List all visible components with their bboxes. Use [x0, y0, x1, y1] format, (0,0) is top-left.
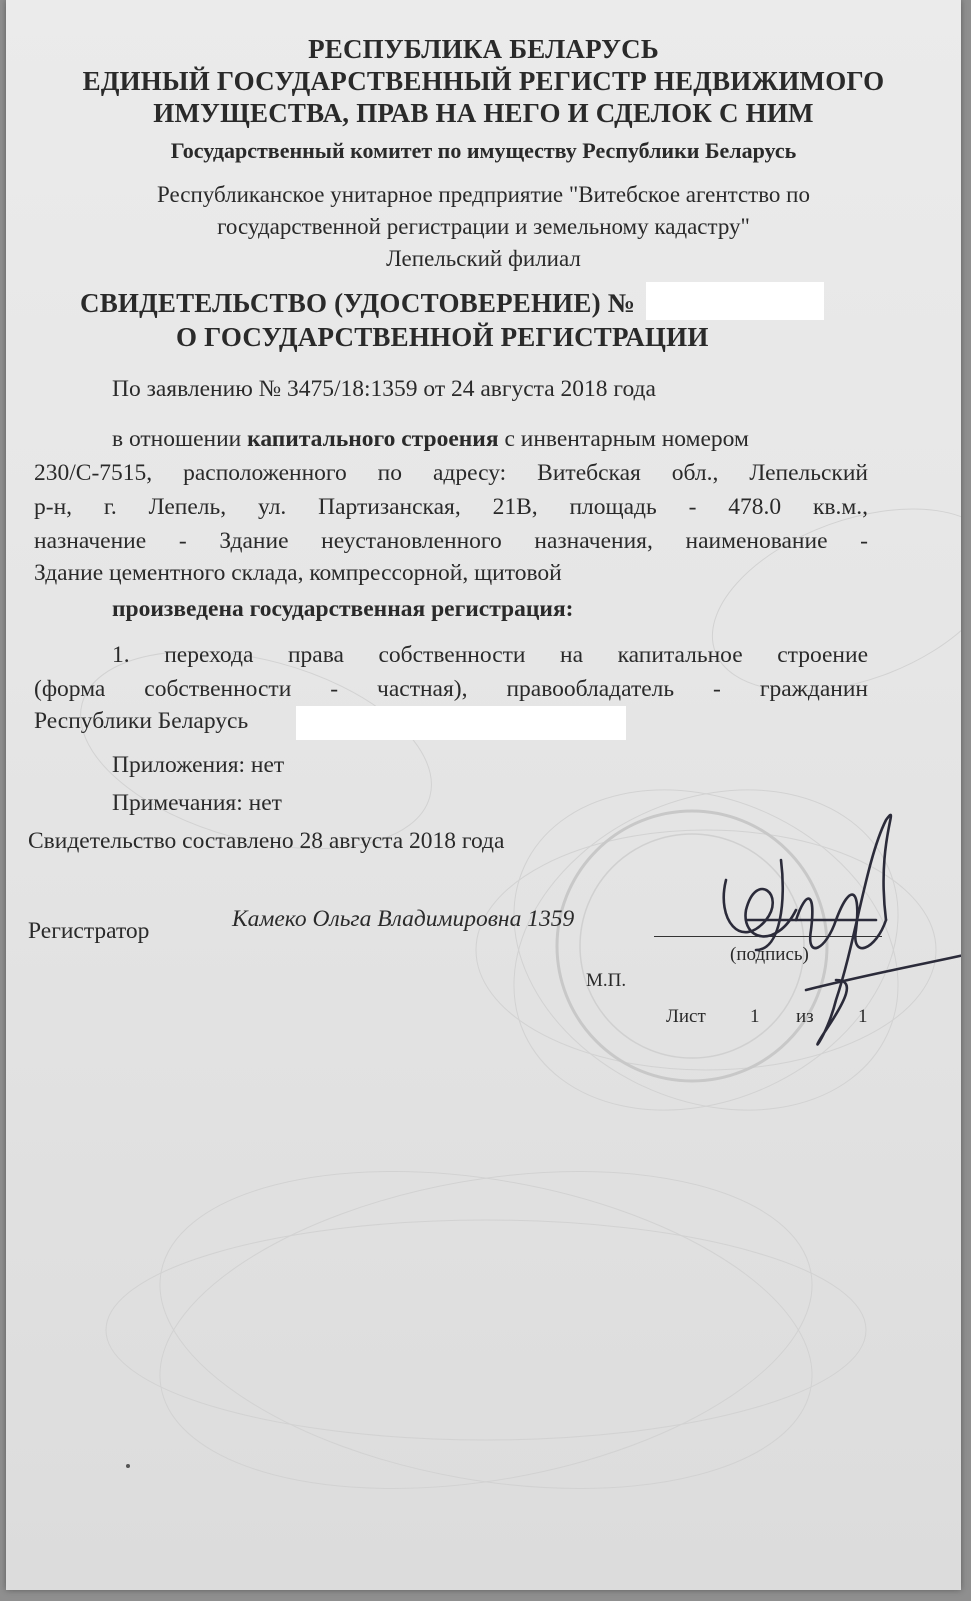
object-line-5: Здание цементного склада, компрессорной, щитовой: [34, 560, 562, 586]
agency-line2: государственной регистрации и земельному кадастру": [217, 214, 750, 239]
agency-line1: Республиканское унитарное предприятие "Витебское агентство по: [157, 182, 810, 207]
object-line-2: 230/С-7515, расположенного по адресу: Витебская обл., Лепельский: [34, 460, 868, 486]
sheet-current: 1: [750, 1006, 760, 1027]
registry-heading-line1: ЕДИНЫЙ ГОСУДАРСТВЕННЫЙ РЕГИСТР НЕДВИЖИМОГО: [82, 66, 885, 96]
branch-name: Лепельский филиал: [386, 246, 581, 271]
certificate-page: [6, 0, 961, 1590]
item1-line-3: Республики Беларусь: [34, 708, 249, 734]
signature: [686, 800, 961, 1080]
seal-place: М.П.: [586, 970, 627, 991]
item1-line-2: (форма собственности - частная), правообладатель - гражданин: [34, 676, 868, 702]
certificate-subtitle: О ГОСУДАРСТВЕННОЙ РЕГИСТРАЦИИ: [176, 322, 709, 352]
application-reference: По заявлению № 3475/18:1359 от 24 августа 2018 года: [112, 376, 656, 402]
object-line-4: назначение - Здание неустановленного назначения, наименование -: [34, 528, 868, 554]
sheet-total: 1: [858, 1006, 868, 1027]
registration-heading: произведена государственная регистрация:: [112, 596, 574, 622]
object-intro: в отношении: [112, 426, 248, 452]
committee-heading: Государственный комитет по имуществу Республики Беларусь: [170, 138, 797, 163]
appendices: Приложения: нет: [112, 752, 285, 778]
sheet-of: из: [796, 1006, 814, 1027]
notes: Примечания: нет: [112, 790, 282, 816]
country-heading: РЕСПУБЛИКА БЕЛАРУСЬ: [308, 34, 659, 64]
certificate-title: СВИДЕТЕЛЬСТВО (УДОСТОВЕРЕНИЕ) №: [80, 288, 636, 318]
item1-line-1: 1. перехода права собственности на капитальное строение: [112, 642, 868, 668]
redacted-certificate-number: [646, 282, 824, 320]
object-type: капитального строения: [247, 426, 499, 452]
redacted-owner-name: [296, 706, 626, 740]
registry-heading-line2: ИМУЩЕСТВА, ПРАВ НА НЕГО И СДЕЛОК С НИМ: [153, 98, 814, 128]
object-inventory-label: с инвентарным номером: [498, 426, 749, 452]
issue-date: Свидетельство составлено 28 августа 2018 года: [28, 828, 505, 854]
object-line-1: [112, 426, 868, 453]
ink-dot: [126, 1464, 130, 1468]
registrar-name: Камеко Ольга Владимировна 1359: [232, 906, 575, 932]
signature-caption: (подпись): [730, 944, 809, 965]
registrar-label: Регистратор: [28, 918, 150, 944]
sheet-label: Лист: [666, 1006, 706, 1027]
object-line-3: р-н, г. Лепель, ул. Партизанская, 21В, площадь - 478.0 кв.м.,: [34, 494, 868, 520]
